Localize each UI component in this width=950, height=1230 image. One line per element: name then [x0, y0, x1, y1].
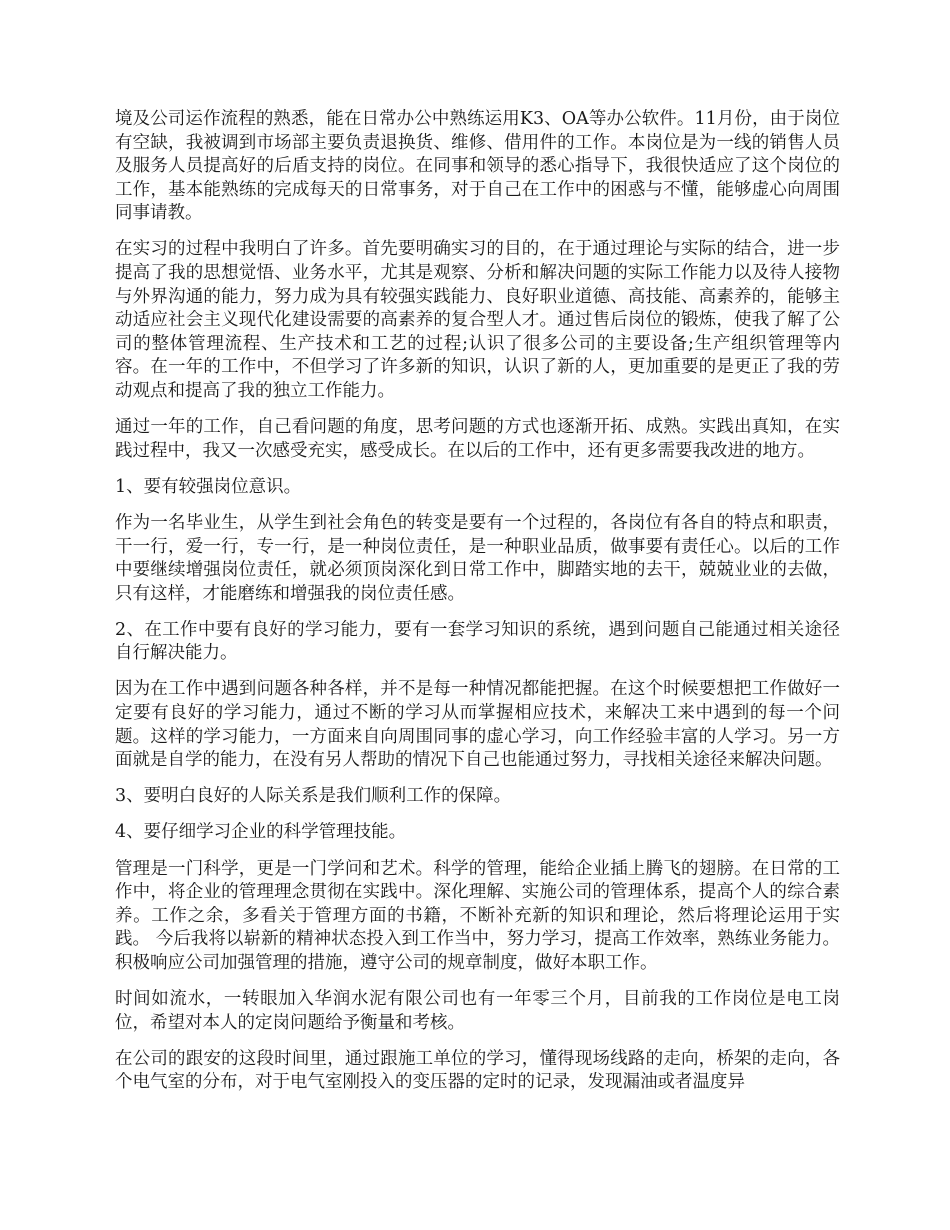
list-heading: 1、要有较强岗位意识。: [115, 476, 302, 497]
paragraph: 管理是一门科学，更是一门学问和艺术。科学的管理，能给企业插上腾飞的翅膀。在日常的工作中，将企业的管理理念贯彻在实践中。深化理解、实施公司的管理体系，提高个人的综合素养。工作之余，多看关于管理方面的书籍，不断补充新的知识和理论，然后将理论运用于实践。 今后我将以崭新的精神状态投入到工作当中，努力学习，提高工作效率，熟练业务能力。积极响应公司加强管理的措施，遵守公司的规章制度，做好本职工作。: [115, 858, 840, 973]
paragraph: 在实习的过程中我明白了许多。首先要明确实习的目的，在于通过理论与实际的结合，进一步提高了我的思想觉悟、业务水平，尤其是观察、分析和解决问题的实际工作能力以及待人接物与外界沟通的能力，努力成为具有较强实践能力、良好职业道德、高技能、高素养的，能够主动适应社会主义现代化建设需要的高素养的复合型人才。通过售后岗位的锻炼，使我了解了公司的整体管理流程、生产技术和工艺的过程;认识了很多公司的主要设备;生产组织管理等内容。在一年的工作中，不但学习了许多新的知识，认识了新的人，更加重要的是更正了我的劳动观点和提高了我的独立工作能力。: [115, 239, 840, 402]
paragraph: 在公司的跟安的这段时间里，通过跟施工单位的学习，懂得现场线路的走向，桥架的走向，各个电气室的分布，对于电气室刚投入的变压器的定时的记录，发现漏油或者温度异: [115, 1048, 840, 1093]
list-heading: 2、在工作中要有良好的学习能力，要有一套学习知识的系统，遇到问题自己能通过相关途径自行解决能力。: [115, 619, 840, 664]
paragraph: 时间如流水，一转眼加入华润水泥有限公司也有一年零三个月，目前我的工作岗位是电工岗位，希望对本人的定岗问题给予衡量和考核。: [115, 989, 840, 1033]
paragraph: 境及公司运作流程的熟悉，能在日常办公中熟练运用K3、OA等办公软件。11月份，由于岗位有空缺，我被调到市场部主要负责退换货、维修、借用件的工作。本岗位是为一线的销售人员及服务人员提高好的后盾支持的岗位。在同事和领导的悉心指导下，我很快适应了这个岗位的工作，基本能熟练的完成每天的日常事务，对于自己在工作中的困惑与不懂，能够虚心向周围同事请教。: [115, 109, 840, 224]
list-heading: 4、要仔细学习企业的科学管理技能。: [115, 822, 407, 843]
paragraph: 作为一名毕业生，从学生到社会角色的转变是要有一个过程的，各岗位有各自的特点和职责，干一行，爱一行，专一行，是一种岗位责任，是一种职业品质，做事要有责任心。以后的工作中要继续增强岗位责任，就必须顶岗深化到日常工作中，脚踏实地的去干，兢兢业业的去做，只有这样，才能磨练和增强我的岗位责任感。: [115, 512, 840, 604]
paragraph: 因为在工作中遇到问题各种各样，并不是每一种情况都能把握。在这个时候要想把工作做好一定要有良好的学习能力，通过不断的学习从而掌握相应技术，来解决工来中遇到的每一个问题。这样的学习能力，一方面来自向周围同事的虚心学习，向工作经验丰富的人学习。另一方面就是自学的能力，在没有另人帮助的情况下自己也能通过努力，寻找相关途径来解决问题。: [115, 679, 840, 771]
list-heading: 3、要明白良好的人际关系是我们顺利工作的保障。: [115, 786, 512, 807]
document-body: [115, 108, 840, 1107]
paragraph: 通过一年的工作，自己看问题的角度，思考问题的方式也逐渐开拓、成熟。实践出真知，在实践过程中，我又一次感受充实，感受成长。在以后的工作中，还有更多需要我改进的地方。: [115, 417, 840, 461]
